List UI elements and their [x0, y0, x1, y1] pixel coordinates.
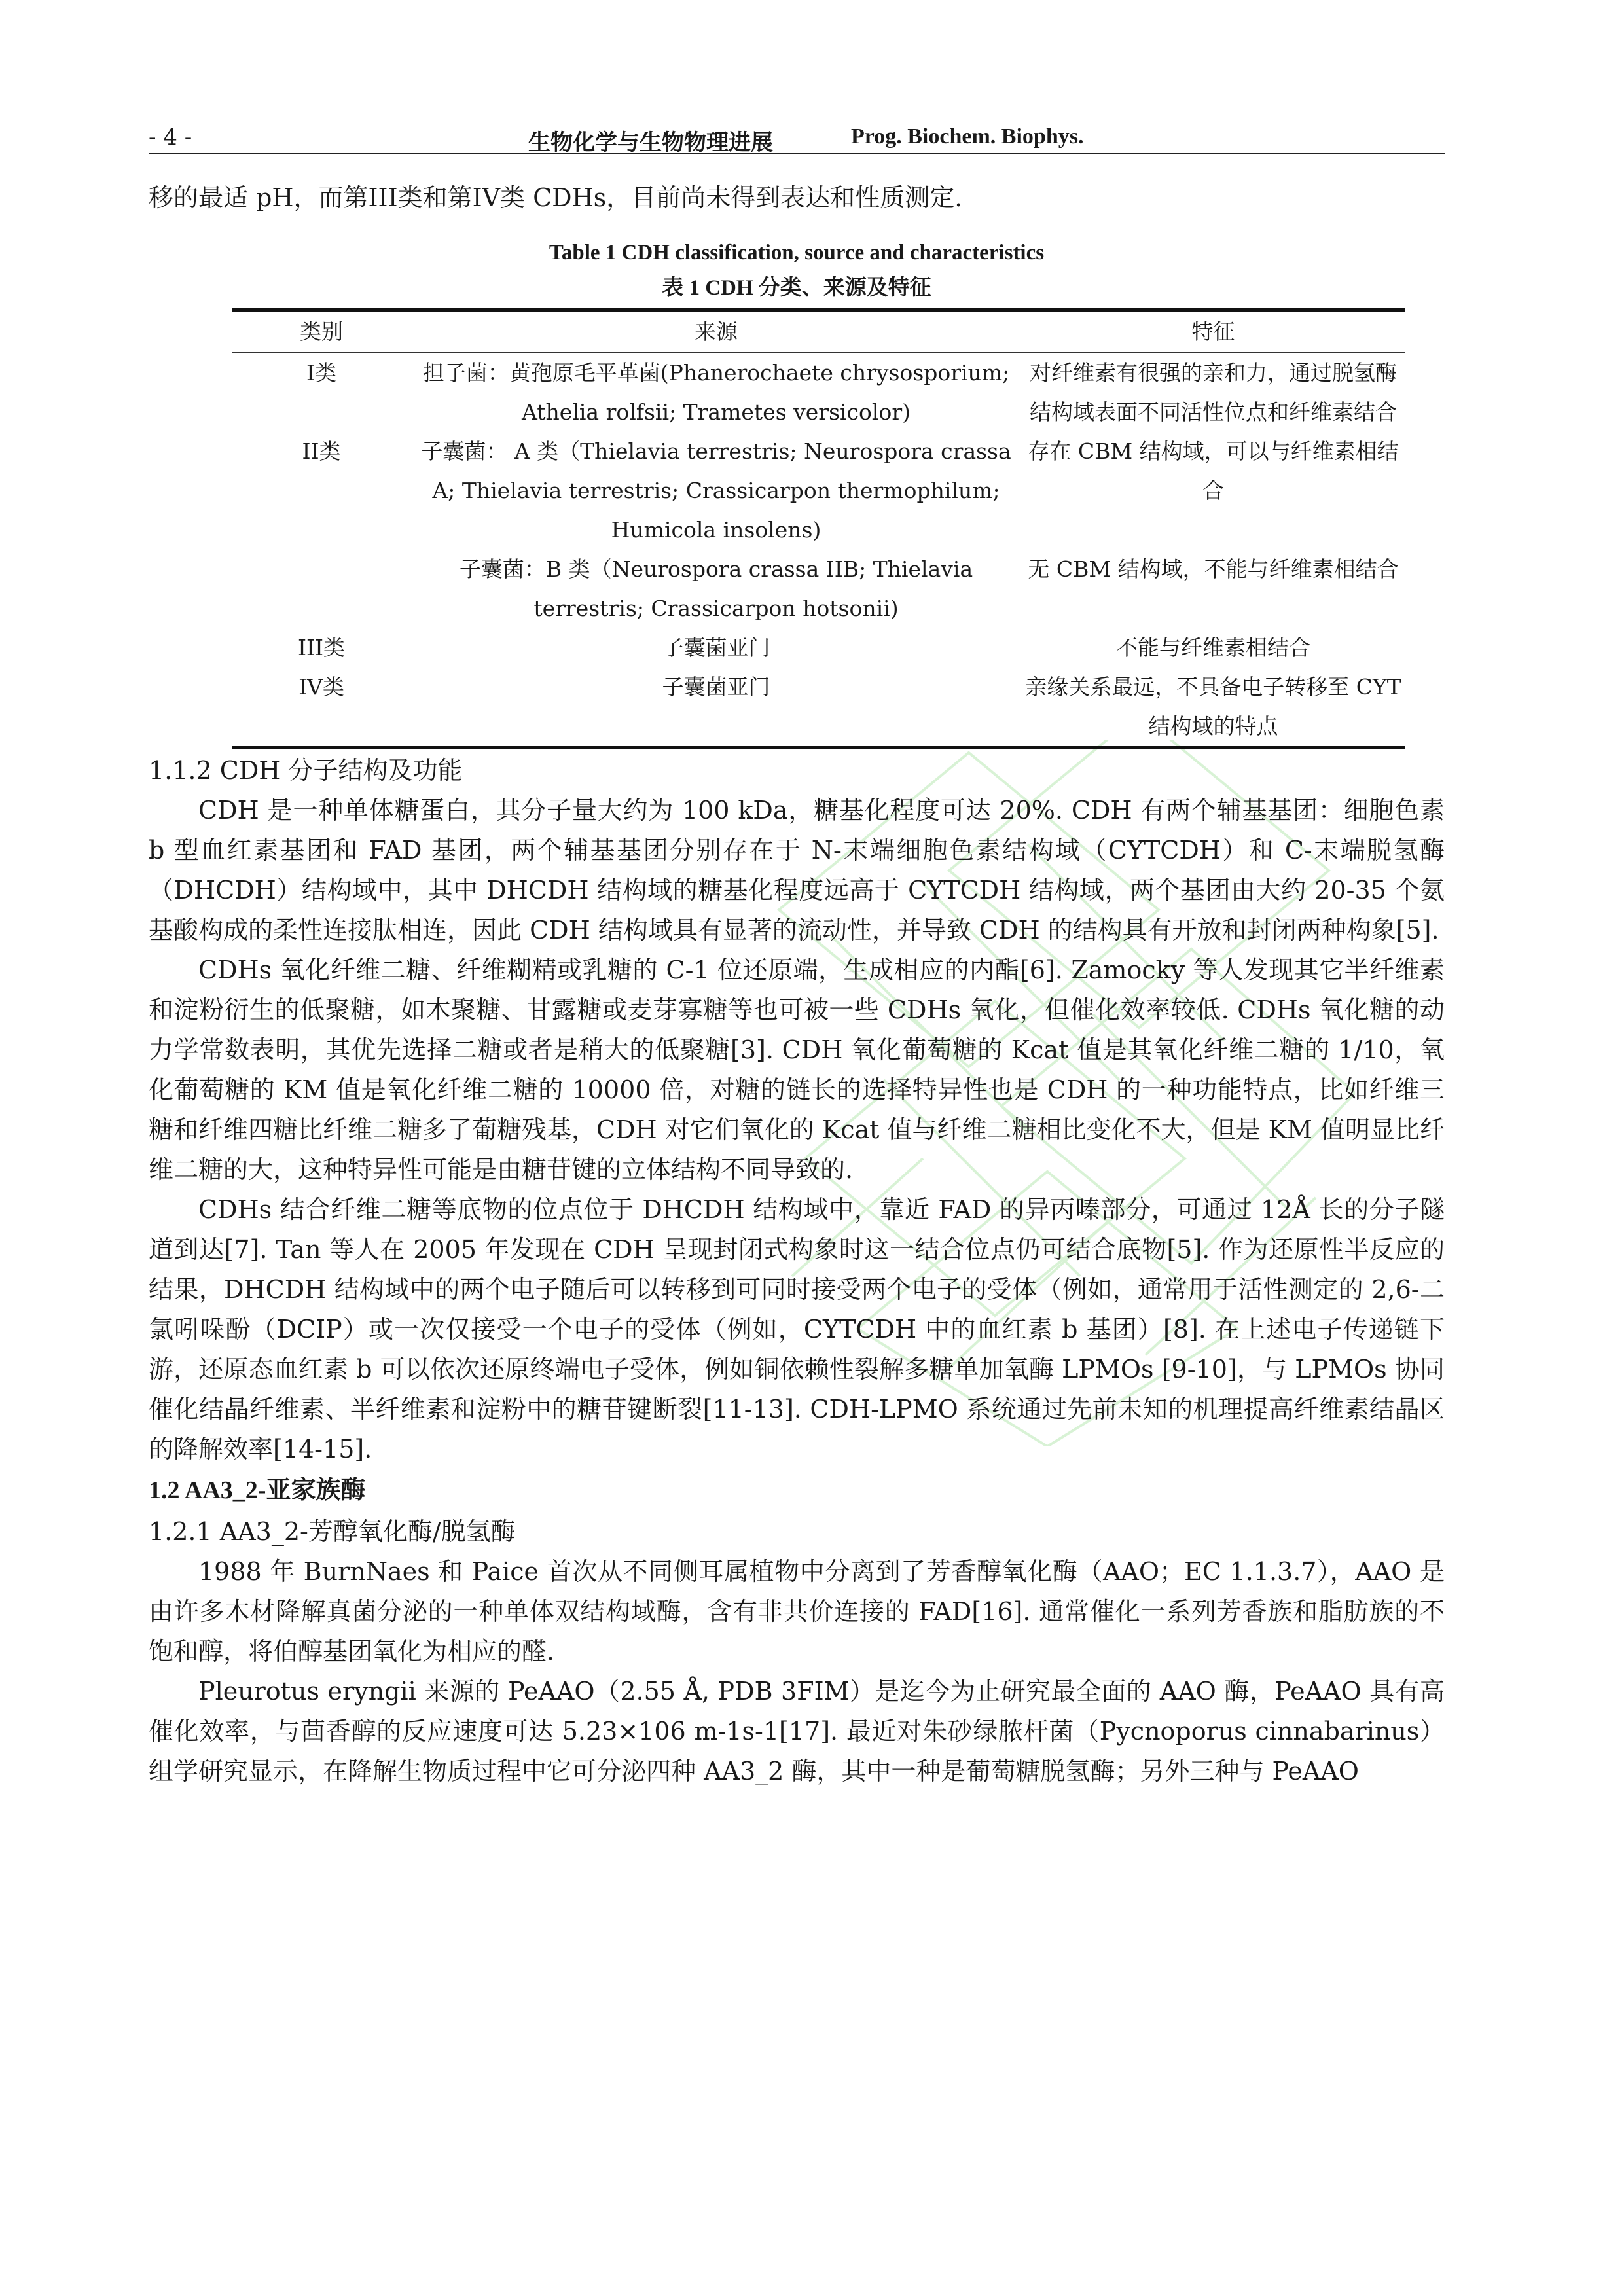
section-heading-1-2-1: 1.2.1 AA3_2-芳醇氧化酶/脱氢酶	[149, 1517, 516, 1546]
cell-class: IV类	[232, 668, 411, 748]
body-paragraph: CDH 是一种单体糖蛋白，其分子量大约为 100 kDa，糖基化程度可达 20%. CDH 有两个辅基基团：细胞色素 b 型血红素基团和 FAD 基团，两个辅基基团分别存在于 N-末端细胞色素结构域（CYTCDH）和 C-末端脱氢酶（DHCDH）结构域中，其中 DHCDH 结构域的糖基化程度远高于 CYTCDH 结构域，两个基团由大约 20-35 个氨基酸构成的柔性连接肽相连，因此 CDH 结构域具有显著的流动性，并导致 CDH 的结构具有开放和封闭两种构象[5].	[149, 796, 1445, 944]
table-header-row	[232, 310, 1405, 353]
page-number: - 4 -	[149, 124, 192, 151]
table-row	[232, 628, 1405, 668]
section-heading-1-2: 1.2 AA3_2-亚家族酶	[149, 1477, 366, 1504]
table-row	[232, 668, 1405, 748]
body-paragraph: CDHs 氧化纤维二糖、纤维糊精或乳糖的 C-1 位还原端，生成相应的内酯[6]. Zamocky 等人发现其它半纤维素和淀粉衍生的低聚糖，如木聚糖、甘露糖或麦芽寡糖等也可被一些 CDHs 氧化，但催化效率较低. CDHs 氧化糖的动力学常数表明，其优先选择二糖或者是稍大的低聚糖[3]. CDH 氧化葡萄糖的 Kcat 值是其氧化纤维二糖的 1/10，氧化葡萄糖的 KM 值是氧化纤维二糖的 10000 倍，对糖的链长的选择特异性也是 CDH 的一种功能特点，比如纤维三糖和纤维四糖比纤维二糖多了葡糖残基，CDH 对它们氧化的 Kcat 值与纤维二糖相比变化不大，但是 KM 值明显比纤维二糖的大，这种特异性可能是由糖苷键的立体结构不同导致的.	[149, 956, 1445, 1184]
body-paragraph: Pleurotus eryngii 来源的 PeAAO（2.55 Å, PDB 3FIM）是迄今为止研究最全面的 AAO 酶，PeAAO 具有高催化效率，与茴香醇的反应速度可达 5.23×106 m-1s-1[17]. 最近对朱砂绿脓杆菌（Pycnoporus cinnabarinus）组学研究显示，在降解生物质过程中它可分泌四种 AA3_2 酶，其中一种是葡萄糖脱氢酶；另外三种与 PeAAO	[149, 1677, 1445, 1785]
table-caption-en: Table 1 CDH classification, source and characteristics	[549, 241, 1045, 264]
journal-title-en: Prog. Biochem. Biophys.	[851, 124, 1084, 149]
column-header-source: 来源	[411, 310, 1021, 353]
cell-class	[232, 550, 411, 628]
table-row	[232, 353, 1405, 432]
cell-class: I类	[306, 360, 337, 386]
table-row	[232, 432, 1405, 550]
cell-source: 担子菌：黄孢原毛平革菌(Phanerochaete chrysosporium; Athelia rolfsii; Trametes versicolor)	[422, 360, 1010, 425]
running-header	[149, 124, 1445, 154]
cell-source: 子囊菌亚门	[411, 668, 1021, 748]
continued-paragraph: 移的最适 pH，而第III类和第IV类 CDHs，目前尚未得到表达和性质测定.	[149, 183, 963, 212]
column-header-feature: 特征	[1021, 310, 1405, 353]
section-heading-1-1-2: 1.1.2 CDH 分子结构及功能	[149, 756, 463, 785]
cell-feature: 存在 CBM 结构域，可以与纤维素相结合	[1028, 439, 1399, 503]
body-paragraph: 1988 年 BurnNaes 和 Paice 首次从不同侧耳属植物中分离到了芳香醇氧化酶（AAO；EC 1.1.3.7），AAO 是由许多木材降解真菌分泌的一种单体双结构域酶，含有非共价连接的 FAD[16]. 通常催化一系列芳香族和脂肪族的不饱和醇，将伯醇基团氧化为相应的醛.	[149, 1557, 1445, 1666]
cell-source: 子囊菌： A 类（Thielavia terrestris; Neurospora crassa A; Thielavia terrestris; Crassicarpon thermophilum; Humicola insolens)	[421, 439, 1011, 543]
cell-feature: 不能与纤维素相结合	[1116, 635, 1310, 660]
column-header-class: 类别	[232, 310, 411, 353]
journal-title-cn: 生物化学与生物物理进展	[528, 130, 773, 156]
body-paragraph: CDHs 结合纤维二糖等底物的位点位于 DHCDH 结构域中，靠近 FAD 的异丙嗪部分，可通过 12Å 长的分子隧道到达[7]. Tan 等人在 2005 年发现在 CDH 呈现封闭式构象时这一结合位点仍可结合底物[5]. 作为还原性半反应的结果，DHCDH 结构域中的两个电子随后可以转移到可同时接受两个电子的受体（例如，通常用于活性测定的 2,6-二氯吲哚酚（DCIP）或一次仅接受一个电子的受体（例如，CYTCDH 中的血红素 b 基团）[8]. 在上述电子传递链下游，还原态血红素 b 可以依次还原终端电子受体，例如铜依赖性裂解多糖单加氧酶 LPMOs [9-10]，与 LPMOs 协同催化结晶纤维素、半纤维素和淀粉中的糖苷键断裂[11-13]. CDH-LPMO 系统通过先前未知的机理提高纤维素结晶区的降解效率[14-15].	[149, 1195, 1445, 1463]
cell-source: 子囊菌亚门	[662, 635, 770, 660]
table-caption-cn: 表 1 CDH 分类、来源及特征	[662, 276, 931, 300]
cell-class: II类	[302, 439, 341, 464]
cell-feature: 对纤维素有很强的亲和力，通过脱氢酶结构域表面不同活性位点和纤维素结合	[1030, 360, 1397, 425]
cell-class: III类	[297, 635, 346, 660]
cdh-classification-table	[232, 308, 1405, 749]
cell-feature: 无 CBM 结构域，不能与纤维素相结合	[1028, 556, 1399, 582]
page	[149, 124, 1445, 1791]
table-row	[232, 550, 1405, 628]
cell-feature: 亲缘关系最远，不具备电子转移至 CYT 结构域的特点	[1021, 668, 1405, 748]
cell-source: 子囊菌：B 类（Neurospora crassa IIB; Thielavia terrestris; Crassicarpon hotsonii)	[459, 556, 973, 621]
